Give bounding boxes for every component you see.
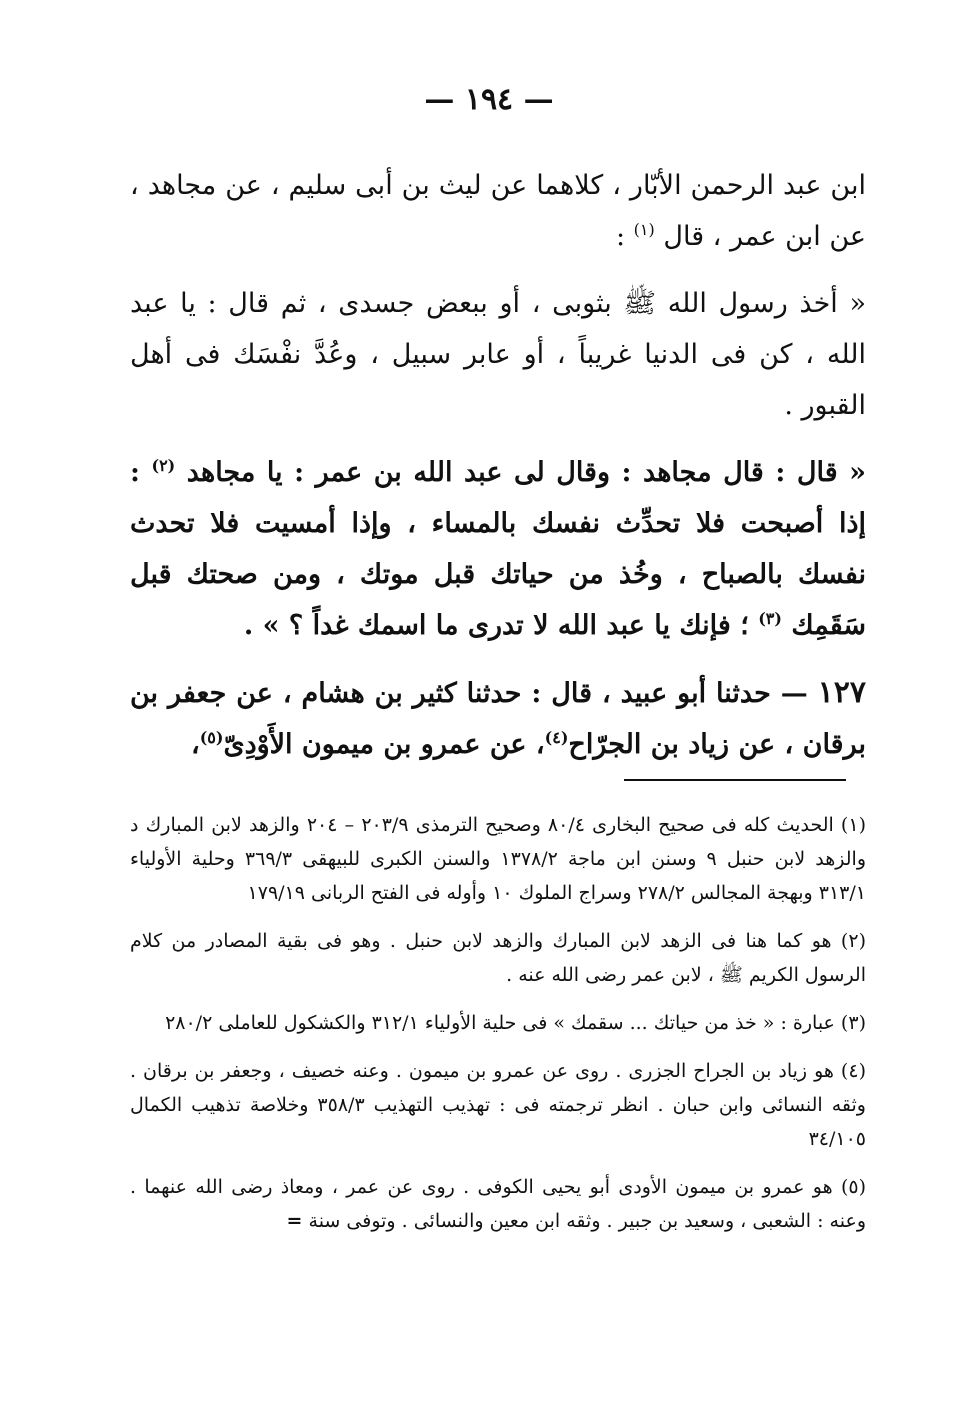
footnote-4: (٤) هو زياد بن الجراح الجزرى . روى عن عمرو بن ميمون . وعنه خصيف ، وجعفر بن برقان . وثقه النسائى وابن حبان . انظر ترجمته فى : تهذيب التهذيب ٣٥٨/٣ وخلاصة تذهيب الكمال ٣٤/١٠٥: [130, 1060, 866, 1150]
paragraph-isnad-end: :: [615, 221, 634, 252]
hadith-number: ١٢٧: [817, 675, 866, 710]
footnote-3: (٣) عبارة : « خذ من حياتك ... سقمك » فى حلية الأولياء ٣١٢/١ والكشكول للعاملى ٢٨٠/٢: [165, 1012, 866, 1034]
footnote-5: [130, 1170, 866, 1238]
paragraph-hadith-text: « أخذ رسول الله ﷺ بثوبى ، أو ببعض جسدى ، ثم قال : يا عبد الله ، كن فى الدنيا غريباً ، أو عابر سبيل ، وعُدَّ نفْسَك فى أهل القبور .: [130, 288, 866, 421]
paragraph-mujahid-b: : إذا أصبحت فلا تحدِّث نفسك بالمساء ، وإذا أمسيت فلا تحدث نفسك بالصباح ، وخُذ من حياتك قبل موتك ، ومن صحتك قبل سَقَمِك: [130, 457, 866, 641]
footnote-5-text: (٥) هو عمرو بن ميمون الأودى أبو يحيى الكوفى . روى عن عمر ، ومعاذ رضى الله عنهما . وعنه : الشعبى ، وسعيد بن جبير . وثقه ابن معين والنسائى . وتوفى سنة: [130, 1176, 866, 1232]
paragraph-isnad: [130, 160, 866, 262]
paragraph-127-b: ، عن عمرو بن ميمون الأَوْدِىّ: [223, 729, 545, 760]
footnote-ref-1: (١): [633, 220, 655, 239]
footnote-separator: [624, 779, 846, 781]
paragraph-isnad-text: ابن عبد الرحمن الأبّار ، كلاهما عن ليث بن أبى سليم ، عن مجاهد ، عن ابن عمر ، قال: [130, 170, 866, 252]
paragraph-mujahid-a: « قال : قال مجاهد : وقال لى عبد الله بن عمر : يا مجاهد: [186, 457, 866, 488]
footnote-1: (١) الحديث كله فى صحيح البخارى ٨٠/٤ وصحيح الترمذى ٢٠٣/٩ – ٢٠٤ والزهد لابن المبارك د والزهد لابن حنبل ٩ وسنن ابن ماجة ١٣٧٨/٢ والسنن الكبرى للبيهقى ٣٦٩/٣ وحلية الأولياء ٣١٣/١ وبهجة المجالس ٢٧٨/٢ وسراج الملوك ١٠ وأوله فى الفتح الربانى ١٧٩/١٩: [130, 814, 867, 904]
main-text: [130, 160, 866, 786]
paragraph-mujahid-c: ؛ فإنك يا عبد الله لا تدرى ما اسمك غداً ؟ » .: [243, 610, 759, 641]
paragraph-127-a: — حدثنا أبو عبيد ، قال : حدثنا كثير بن هشام ، عن جعفر بن برقان ، عن زياد بن الجرّاح: [130, 678, 866, 760]
page-number: — ١٩٤ —: [424, 82, 554, 117]
footnote-2: (٢) هو كما هنا فى الزهد لابن المبارك والزهد لابن حنبل . وهو فى بقية المصادر من كلام الرسول الكريم ﷺ ، لابن عمر رضى الله عنه .: [130, 930, 866, 986]
continuation-mark: =: [286, 1210, 303, 1232]
paragraph-127-c: ،: [190, 729, 200, 760]
footnotes: [130, 808, 866, 1252]
paragraph-mujahid: [130, 447, 866, 651]
footnote-ref-3: (٣): [758, 609, 782, 628]
footnote-ref-5: (٥): [199, 728, 224, 747]
footnote-ref-2: (٢): [151, 456, 176, 475]
paragraph-hadith-127: [130, 667, 866, 770]
footnote-ref-4: (٤): [544, 728, 569, 747]
